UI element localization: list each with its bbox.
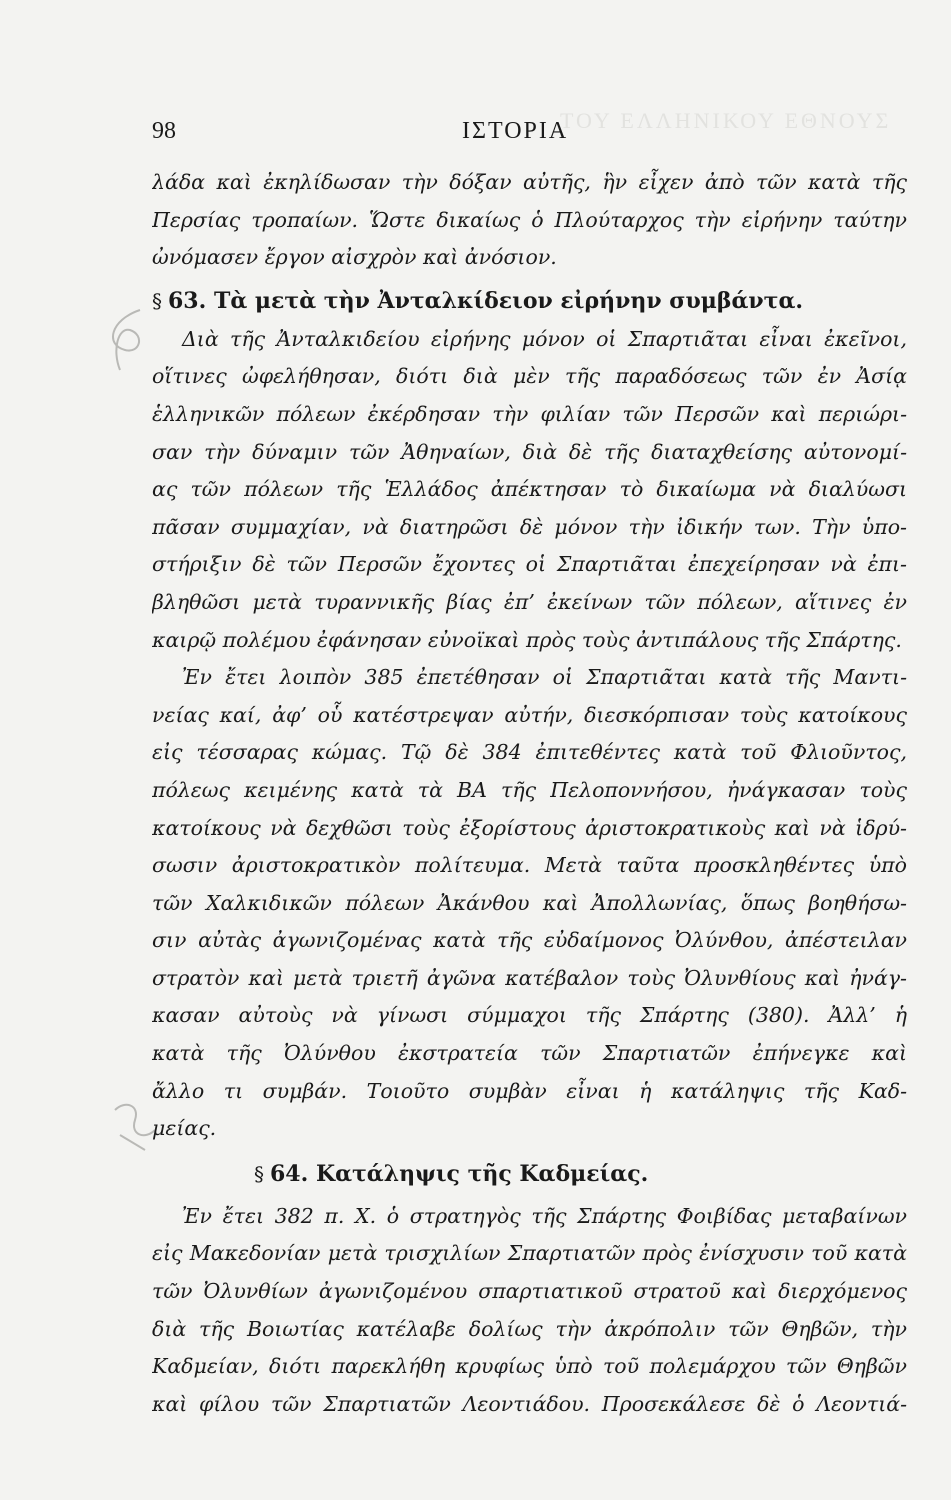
section-number: 63. (168, 287, 207, 314)
text-line: κατοίκους νὰ δεχθῶσι τοὺς ἐξορίστους ἀριστοκρατικοὺς καὶ νὰ ἱδρύ- (152, 815, 907, 840)
text-line: τῶν Χαλκιδικῶν πόλεων Ἀκάνθου καὶ Ἀπολλωνίας, ὅπως βοηθήσω- (152, 890, 907, 915)
text-line: διὰ τῆς Βοιωτίας κατέλαβε δολίως τὴν ἀκρόπολιν τῶν Θηβῶν, τὴν (152, 1316, 907, 1341)
text-line: τῶν Ὀλυνθίων ἀγωνιζομένου σπαρτιατικοῦ στρατοῦ καὶ διερχόμενος (152, 1279, 907, 1304)
text-line: σιν αὐτὰς ἀγωνιζομένας κατὰ τῆς εὐδαίμονος Ὀλύνθου, ἀπέστειλαν (152, 928, 907, 953)
text-line: Καδμείαν, διότι παρεκλήθη κρυφίως ὑπὸ τοῦ πολεμάρχου τῶν Θηβῶν (152, 1354, 907, 1379)
text-line: κασαν αὐτοὺς νὰ γίνωσι σύμμαχοι τῆς Σπάρτης (380). Ἀλλ’ ἡ (152, 1003, 907, 1028)
text-line: εἰς τέσσαρας κώμας. Τῷ δὲ 384 ἐπιτεθέντες κατὰ τοῦ Φλιοῦντος, (152, 740, 907, 765)
section-sign: § (152, 288, 162, 313)
text-line: στήριξιν δὲ τῶν Περσῶν ἔχοντες οἱ Σπαρτιᾶται ἐπεχείρησαν νὰ ἐπι- (152, 552, 907, 577)
text-line: ἄλλο τι συμβάν. Τοιοῦτο συμβὰν εἶναι ἡ κατάληψις τῆς Καδ- (152, 1078, 907, 1103)
text-line: εἰς Μακεδονίαν μετὰ τρισχιλίων Σπαρτιατῶν πρὸς ἐνίσχυσιν τοῦ κατὰ (152, 1241, 907, 1266)
section-number: 64. (270, 1160, 309, 1187)
text-line: Ἐν ἔτει λοιπὸν 385 ἐπετέθησαν οἱ Σπαρτιᾶται κατὰ τῆς Μαντι- (182, 665, 907, 690)
text-line: καιρῷ πολέμου ἐφάνησαν εὐνοϊκαὶ πρὸς τοὺς ἀντιπάλους τῆς Σπάρτης. (152, 627, 902, 652)
section-title: Τὰ μετὰ τὴν Ἀνταλκίδειον εἰρήνην συμβάντα. (213, 287, 804, 314)
text-line: Διὰ τῆς Ἀνταλκιδείου εἰρήνης μόνον οἱ Σπαρτιᾶται εἶναι ἐκεῖνοι, (182, 326, 907, 351)
text-line: Ἐν ἔτει 382 π. Χ. ὁ στρατηγὸς τῆς Σπάρτης Φοιβίδας μεταβαίνων (182, 1203, 907, 1228)
text-line: κατὰ τῆς Ὀλύνθου ἐκστρατεία τῶν Σπαρτιατῶν ἐπήνεγκε καὶ (152, 1041, 907, 1066)
text-line: σωσιν ἀριστοκρατικὸν πολίτευμα. Μετὰ ταῦτα προσκληθέντες ὑπὸ (152, 853, 907, 878)
text-line: βληθῶσι μετὰ τυραννικῆς βίας ἐπ’ ἐκείνων τῶν πόλεων, αἵτινες ἐν (152, 589, 907, 614)
section-title: Κατάληψις τῆς Καδμείας. (315, 1160, 649, 1187)
text-line: στρατὸν καὶ μετὰ τριετῆ ἀγῶνα κατέβαλον τοὺς Ὀλυνθίους καὶ ἠνάγ- (152, 965, 907, 990)
section-sign: § (254, 1161, 264, 1186)
text-line: ὠνόμασεν ἔργον αἰσχρὸν καὶ ἀνόσιον. (152, 245, 557, 270)
text-line: νείας καί, ἀφ’ οὗ κατέστρεψαν αὐτήν, διεσκόρπισαν τοὺς κατοίκους (152, 702, 907, 727)
page-header (152, 118, 912, 152)
text-line: πόλεως κειμένης κατὰ τὰ ΒΑ τῆς Πελοποννήσου, ἠνάγκασαν τοὺς (152, 777, 907, 802)
page-number: 98 (152, 118, 176, 144)
text-line: οἵτινες ὠφελήθησαν, διότι διὰ μὲν τῆς παραδόσεως τῶν ἐν Ἀσίᾳ (152, 364, 907, 389)
show-through-text: ΤΟΥ ΕΛΛΗΝΙΚΟΥ ΕΘΝΟΥΣ (560, 108, 892, 133)
section-heading (152, 281, 907, 321)
running-head: ΙΣΤΟΡΙΑ (462, 118, 569, 144)
text-line: πᾶσαν συμμαχίαν, νὰ διατηρῶσι δὲ μόνον τὴν ἰδικήν των. Τὴν ὑπο- (152, 514, 907, 539)
text-line: ἑλληνικῶν πόλεων ἐκέρδησαν τὴν φιλίαν τῶν Περσῶν καὶ περιώρι- (152, 401, 907, 426)
text-line: λάδα καὶ ἐκηλίδωσαν τὴν δόξαν αὐτῆς, ἣν εἶχεν ἀπὸ τῶν κατὰ τῆς (152, 170, 907, 194)
text-line: Περσίας τροπαίων. Ὥστε δικαίως ὁ Πλούταρχος τὴν εἰρήνην ταύτην (152, 207, 907, 232)
text-line: σαν τὴν δύναμιν τῶν Ἀθηναίων, διὰ δὲ τῆς διαταχθείσης αὐτονομί- (152, 439, 907, 464)
text-line: μείας. (152, 1116, 217, 1141)
body-text (152, 164, 907, 1423)
pencil-mark-top-icon (100, 300, 160, 380)
text-line: καὶ φίλου τῶν Σπαρτιατῶν Λεοντιάδου. Προσεκάλεσε δὲ ὁ Λεοντιά- (152, 1391, 907, 1416)
text-line: ας τῶν πόλεων τῆς Ἑλλάδος ἀπέκτησαν τὸ δικαίωμα νὰ διαλύωσι (152, 477, 907, 502)
section-heading (152, 1154, 907, 1194)
